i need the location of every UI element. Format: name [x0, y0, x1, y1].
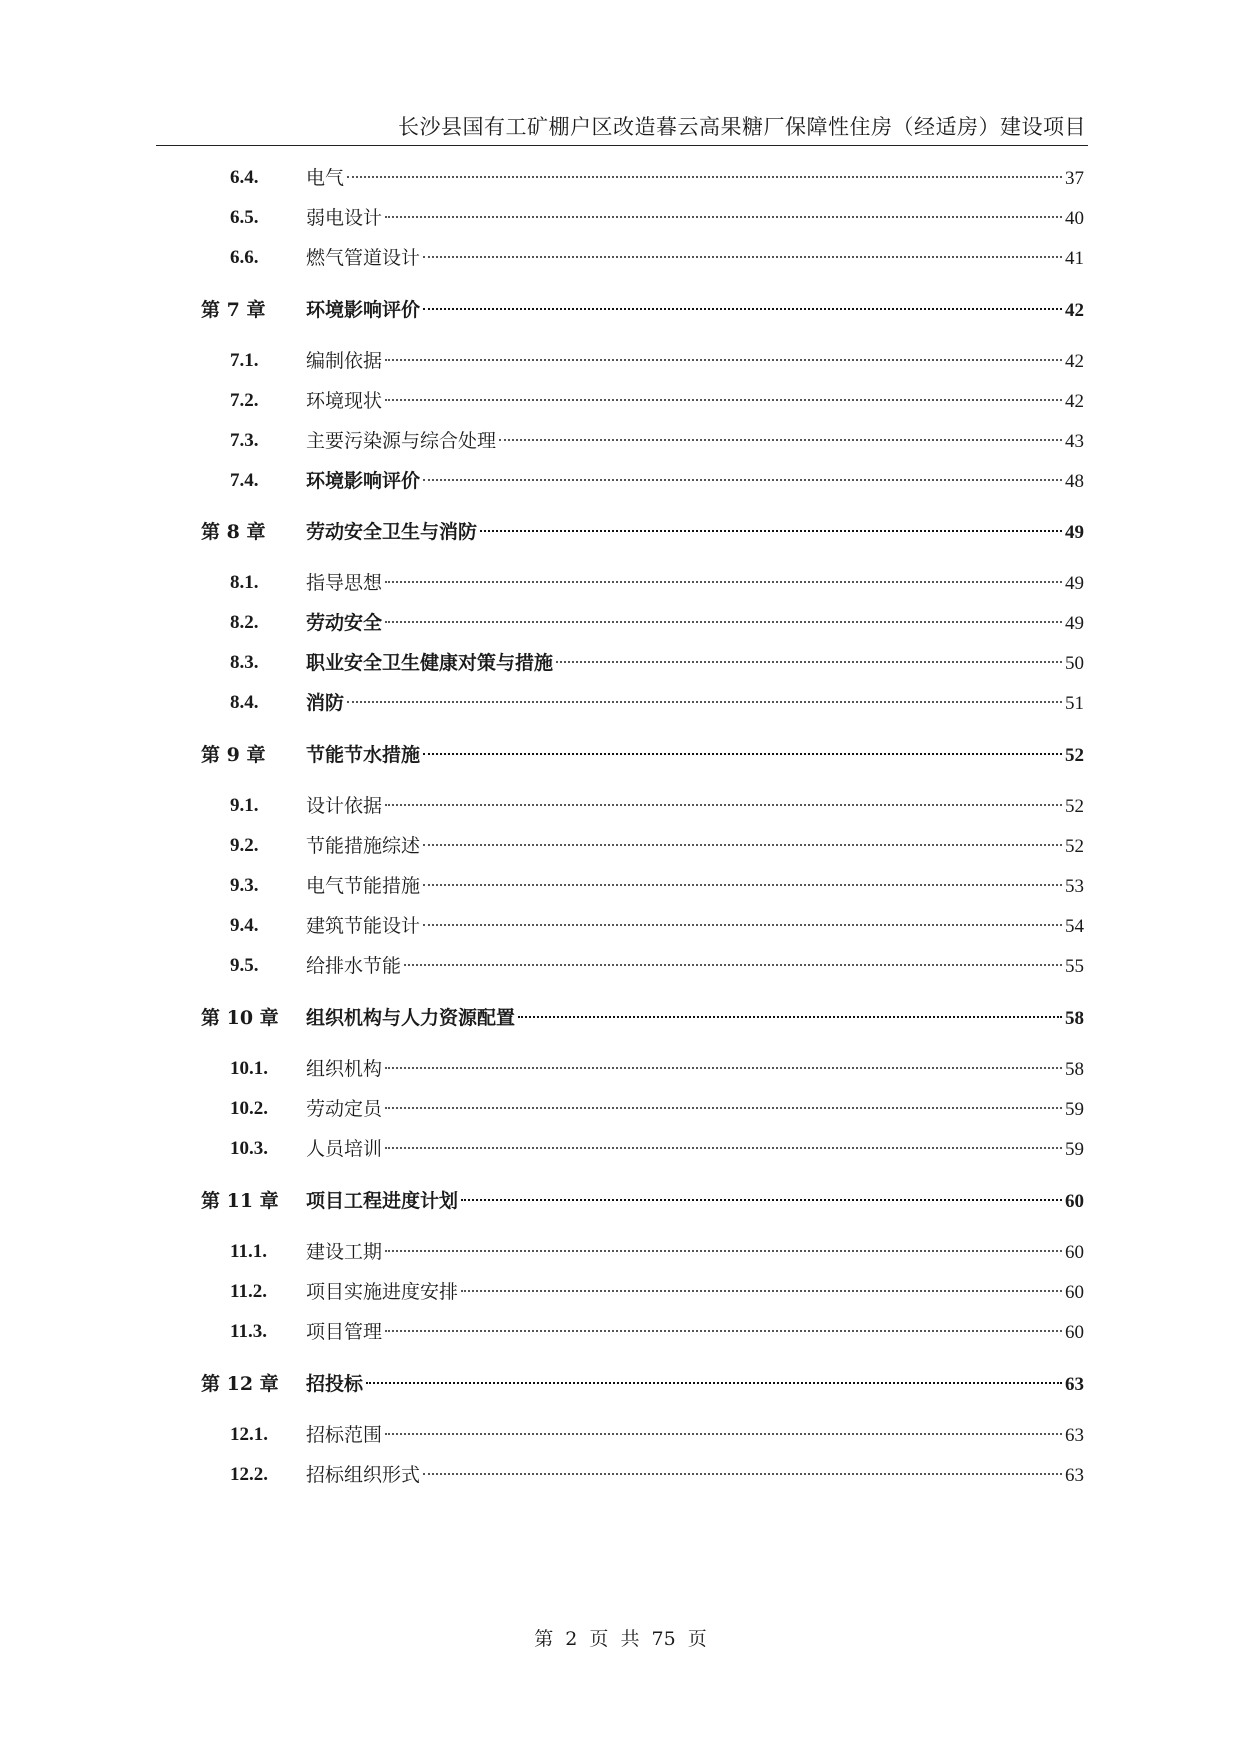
toc-entry-line: [306, 911, 1084, 941]
toc-chapter-row[interactable]: [0, 517, 1241, 547]
toc-entry-page: 42: [1065, 300, 1084, 321]
toc-section-row[interactable]: [0, 426, 1241, 456]
toc-entry-number: 8.1.: [230, 572, 259, 593]
toc-entry-page: 42: [1065, 391, 1084, 412]
toc-entry-number: 10.1.: [230, 1058, 268, 1079]
toc-entry-line: [306, 1317, 1084, 1347]
toc-entry-title: 职业安全卫生健康对策与措施: [306, 652, 554, 674]
toc-entry-line: [306, 608, 1084, 638]
document-title: 长沙县国有工矿棚户区改造暮云高果糖厂保障性住房（经适房）建设项目: [398, 115, 1086, 139]
toc-entry-number: 11.2.: [230, 1281, 267, 1302]
toc-entry-line: [306, 466, 1084, 496]
toc-section-row[interactable]: [0, 831, 1241, 861]
toc-entry-title: 给排水节能: [306, 955, 402, 977]
toc-entry-page: 49: [1065, 613, 1084, 634]
toc-entry-number: 10.3.: [230, 1138, 268, 1159]
toc-entry-line: [306, 688, 1084, 718]
dot-leader: [499, 439, 1062, 441]
dot-leader: [423, 256, 1062, 258]
toc-entry-page: 59: [1065, 1139, 1084, 1160]
toc-entry-page: 52: [1065, 796, 1084, 817]
dot-leader: [385, 1250, 1062, 1252]
toc-entry-page: 48: [1065, 471, 1084, 492]
toc-entry-number: 7.3.: [230, 430, 259, 451]
toc-section-row[interactable]: [0, 568, 1241, 598]
toc-section-row[interactable]: [0, 688, 1241, 718]
toc-entry-page: 51: [1065, 693, 1084, 714]
toc-entry-title: 建筑节能设计: [306, 915, 421, 937]
toc-entry-number: 9.5.: [230, 955, 259, 976]
toc-entry-line: [306, 871, 1084, 901]
dot-leader: [385, 359, 1062, 361]
toc-entry-title: 项目工程进度计划: [306, 1190, 459, 1212]
toc-entry-line: [306, 1003, 1084, 1033]
toc-entry-title: 组织机构与人力资源配置: [306, 1007, 516, 1029]
dot-leader: [385, 1433, 1062, 1435]
toc-entry-number: 8.2.: [230, 612, 259, 633]
dot-leader: [480, 530, 1062, 532]
dot-leader: [366, 1382, 1062, 1384]
toc-entry-title: 环境影响评价: [306, 299, 421, 321]
toc-entry-title: 招投标: [306, 1373, 364, 1395]
toc-entry-line: [306, 295, 1084, 325]
toc-entry-line: [306, 951, 1084, 981]
toc-section-row[interactable]: [0, 243, 1241, 273]
toc-entry-page: 42: [1065, 351, 1084, 372]
toc-entry-title: 劳动定员: [306, 1098, 383, 1120]
toc-entry-page: 55: [1065, 956, 1084, 977]
toc-entry-line: [306, 1094, 1084, 1124]
dot-leader: [556, 661, 1062, 663]
toc-entry-line: [306, 386, 1084, 416]
dot-leader: [385, 1067, 1062, 1069]
toc-section-row[interactable]: [0, 1134, 1241, 1164]
toc-entry-number: 12.2.: [230, 1464, 268, 1485]
toc-section-row[interactable]: [0, 203, 1241, 233]
toc-entry-line: [306, 426, 1084, 456]
dot-leader: [347, 176, 1062, 178]
toc-entry-title: 劳动安全: [306, 612, 383, 634]
toc-entry-line: [306, 568, 1084, 598]
toc-entry-number: 第 11 章: [201, 1190, 279, 1212]
toc-entry-number: 第 10 章: [201, 1007, 279, 1029]
toc-entry-title: 人员培训: [306, 1138, 383, 1160]
toc-entry-line: [306, 1369, 1084, 1399]
toc-entry-number: 9.3.: [230, 875, 259, 896]
toc-entry-number: 6.4.: [230, 167, 259, 188]
toc-entry-line: [306, 648, 1084, 678]
toc-entry-title: 主要污染源与综合处理: [306, 430, 497, 452]
toc-entry-title: 消防: [306, 692, 345, 714]
toc-entry-page: 49: [1065, 573, 1084, 594]
dot-leader: [423, 753, 1062, 755]
toc-entry-number: 11.1.: [230, 1241, 267, 1262]
toc-section-row[interactable]: [0, 1460, 1241, 1490]
toc-entry-number: 第 8 章: [201, 521, 266, 543]
toc-entry-line: [306, 163, 1084, 193]
dot-leader: [385, 1330, 1062, 1332]
toc-entry-title: 组织机构: [306, 1058, 383, 1080]
toc-section-row[interactable]: [0, 1054, 1241, 1084]
toc-entry-title: 弱电设计: [306, 207, 383, 229]
dot-leader: [518, 1016, 1062, 1018]
toc-entry-number: 9.2.: [230, 835, 259, 856]
toc-entry-page: 60: [1065, 1242, 1084, 1263]
dot-leader: [385, 1147, 1062, 1149]
toc-entry-title: 项目实施进度安排: [306, 1281, 459, 1303]
toc-section-row[interactable]: [0, 346, 1241, 376]
dot-leader: [385, 804, 1062, 806]
toc-entry-number: 7.4.: [230, 470, 259, 491]
toc-section-row[interactable]: [0, 791, 1241, 821]
toc-entry-page: 52: [1065, 745, 1084, 766]
toc-entry-page: 37: [1065, 168, 1084, 189]
toc-entry-line: [306, 346, 1084, 376]
toc-entry-page: 54: [1065, 916, 1084, 937]
toc-entry-number: 第 9 章: [201, 744, 266, 766]
toc-entry-title: 节能节水措施: [306, 744, 421, 766]
toc-entry-page: 58: [1065, 1059, 1084, 1080]
dot-leader: [423, 924, 1062, 926]
toc-chapter-row[interactable]: [0, 1186, 1241, 1216]
toc-entry-page: 49: [1065, 522, 1084, 543]
dot-leader: [461, 1199, 1062, 1201]
toc-entry-number: 12.1.: [230, 1424, 268, 1445]
toc-section-row[interactable]: [0, 951, 1241, 981]
toc-entry-title: 设计依据: [306, 795, 383, 817]
dot-leader: [461, 1290, 1062, 1292]
dot-leader: [423, 1473, 1062, 1475]
toc-entry-page: 41: [1065, 248, 1084, 269]
toc-section-row[interactable]: [0, 911, 1241, 941]
toc-chapter-row[interactable]: [0, 1369, 1241, 1399]
toc-entry-number: 11.3.: [230, 1321, 267, 1342]
toc-entry-title: 电气节能措施: [306, 875, 421, 897]
toc-entry-page: 50: [1065, 653, 1084, 674]
toc-entry-number: 9.4.: [230, 915, 259, 936]
toc-section-row[interactable]: [0, 163, 1241, 193]
toc-entry-page: 53: [1065, 876, 1084, 897]
toc-entry-line: [306, 203, 1084, 233]
toc-entry-number: 第 12 章: [201, 1373, 279, 1395]
toc-entry-title: 项目管理: [306, 1321, 383, 1343]
toc-entry-page: 63: [1065, 1465, 1084, 1486]
toc-entry-line: [306, 1277, 1084, 1307]
dot-leader: [347, 701, 1062, 703]
toc-entry-number: 第 7 章: [201, 299, 266, 321]
toc-entry-title: 劳动安全卫生与消防: [306, 521, 478, 543]
dot-leader: [385, 216, 1062, 218]
toc-section-row[interactable]: [0, 1317, 1241, 1347]
toc-entry-page: 43: [1065, 431, 1084, 452]
toc-section-row[interactable]: [0, 466, 1241, 496]
toc-entry-line: [306, 791, 1084, 821]
dot-leader: [404, 964, 1062, 966]
toc-chapter-row[interactable]: [0, 740, 1241, 770]
toc-entry-page: 59: [1065, 1099, 1084, 1120]
dot-leader: [385, 621, 1062, 623]
toc-entry-line: [306, 243, 1084, 273]
toc-entry-number: 9.1.: [230, 795, 259, 816]
dot-leader: [423, 884, 1062, 886]
toc-entry-number: 6.5.: [230, 207, 259, 228]
toc-entry-line: [306, 1134, 1084, 1164]
dot-leader: [423, 844, 1062, 846]
dot-leader: [423, 308, 1062, 310]
toc-entry-title: 招标范围: [306, 1424, 383, 1446]
toc-entry-page: 63: [1065, 1425, 1084, 1446]
toc-entry-line: [306, 1186, 1084, 1216]
toc-entry-line: [306, 1460, 1084, 1490]
toc-entry-number: 7.2.: [230, 390, 259, 411]
toc-chapter-row[interactable]: [0, 1003, 1241, 1033]
toc-entry-line: [306, 1420, 1084, 1450]
page-number: 第 2 页 共 75 页: [534, 1628, 707, 1650]
toc-section-row[interactable]: [0, 648, 1241, 678]
toc-section-row[interactable]: [0, 608, 1241, 638]
toc-entry-number: 7.1.: [230, 350, 259, 371]
dot-leader: [385, 581, 1062, 583]
toc-section-row[interactable]: [0, 386, 1241, 416]
toc-entry-line: [306, 517, 1084, 547]
dot-leader: [385, 399, 1062, 401]
toc-section-row[interactable]: [0, 1237, 1241, 1267]
toc-entry-number: 8.4.: [230, 692, 259, 713]
toc-entry-title: 招标组织形式: [306, 1464, 421, 1486]
toc-section-row[interactable]: [0, 1277, 1241, 1307]
toc-entry-page: 40: [1065, 208, 1084, 229]
toc-entry-line: [306, 831, 1084, 861]
toc-entry-page: 63: [1065, 1374, 1084, 1395]
toc-entry-page: 58: [1065, 1008, 1084, 1029]
toc-entry-title: 燃气管道设计: [306, 247, 421, 269]
toc-entry-title: 环境现状: [306, 390, 383, 412]
toc-entry-title: 编制依据: [306, 350, 383, 372]
toc-entry-number: 10.2.: [230, 1098, 268, 1119]
toc-entry-page: 60: [1065, 1322, 1084, 1343]
toc-entry-title: 节能措施综述: [306, 835, 421, 857]
toc-entry-line: [306, 1237, 1084, 1267]
toc-section-row[interactable]: [0, 1094, 1241, 1124]
toc-entry-number: 6.6.: [230, 247, 259, 268]
toc-entry-page: 60: [1065, 1282, 1084, 1303]
dot-leader: [423, 479, 1062, 481]
toc-section-row[interactable]: [0, 871, 1241, 901]
toc-section-row[interactable]: [0, 1420, 1241, 1450]
toc-entry-title: 建设工期: [306, 1241, 383, 1263]
toc-entry-title: 指导思想: [306, 572, 383, 594]
toc-entry-page: 52: [1065, 836, 1084, 857]
toc-entry-number: 8.3.: [230, 652, 259, 673]
toc-entry-line: [306, 740, 1084, 770]
toc-entry-page: 60: [1065, 1191, 1084, 1212]
toc-entry-title: 环境影响评价: [306, 470, 421, 492]
toc-chapter-row[interactable]: [0, 295, 1241, 325]
toc-entry-line: [306, 1054, 1084, 1084]
dot-leader: [385, 1107, 1062, 1109]
toc-entry-title: 电气: [306, 167, 345, 189]
